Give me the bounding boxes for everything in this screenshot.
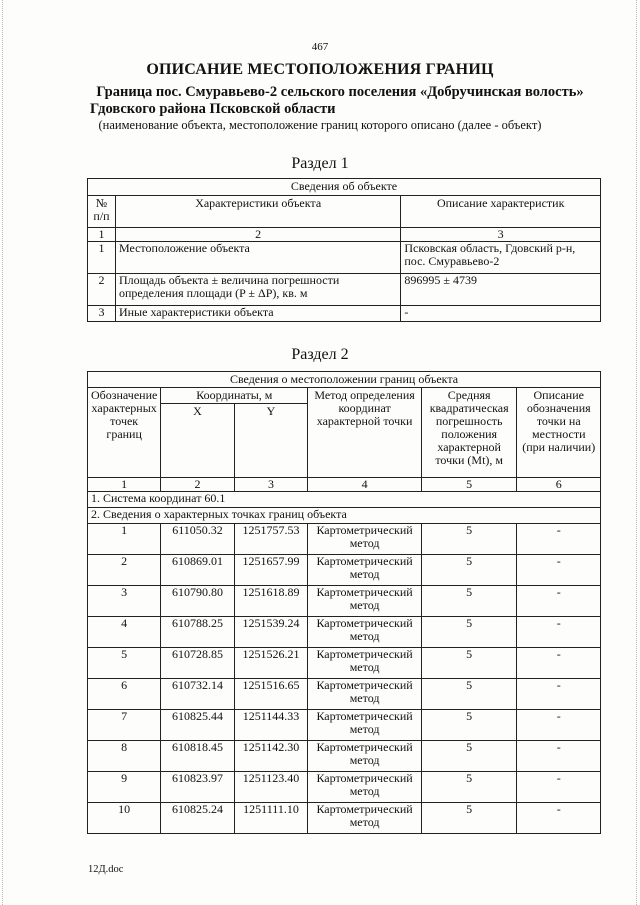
table-title: Сведения о местоположении границ объекта (88, 372, 601, 388)
point-x: 610818.45 (161, 741, 234, 772)
col-number: 2 (161, 478, 234, 492)
header-coordinates: Координаты, м (161, 388, 308, 404)
left-scan-edge (2, 0, 4, 905)
table-title: Сведения об объекте (88, 179, 601, 196)
table-row (88, 741, 601, 772)
table-row (88, 242, 601, 274)
table-row (88, 524, 601, 555)
point-method: Картометрический метод (308, 741, 422, 772)
row-number: 2 (88, 274, 116, 306)
point-x: 610790.80 (161, 586, 234, 617)
row-value: Псковская область, Гдовский р-н, пос. Смуравьево-2 (401, 242, 601, 274)
point-method: Картометрический метод (308, 586, 422, 617)
col-number: 6 (517, 478, 601, 492)
point-y: 1251539.24 (234, 617, 308, 648)
table-row (88, 679, 601, 710)
point-x: 610869.01 (161, 555, 234, 586)
table-row (88, 274, 601, 306)
col-number: 3 (234, 478, 308, 492)
point-method: Картометрический метод (308, 679, 422, 710)
row-value: - (401, 306, 601, 322)
row-value: 896995 ± 4739 (401, 274, 601, 306)
col-number: 2 (115, 228, 400, 242)
point-description: - (517, 648, 601, 679)
point-error: 5 (421, 586, 517, 617)
right-scan-edge (636, 0, 638, 905)
point-y: 1251757.53 (234, 524, 308, 555)
point-method: Картометрический метод (308, 648, 422, 679)
point-number: 2 (88, 555, 161, 586)
point-method: Картометрический метод (308, 710, 422, 741)
point-error: 5 (421, 648, 517, 679)
point-x: 610728.85 (161, 648, 234, 679)
point-description: - (517, 586, 601, 617)
point-method: Картометрический метод (308, 555, 422, 586)
point-description: - (517, 710, 601, 741)
header-designation: Обозначение характерных точек границ (88, 388, 161, 478)
point-y: 1251657.99 (234, 555, 308, 586)
point-error: 5 (421, 803, 517, 834)
point-description: - (517, 772, 601, 803)
point-number: 8 (88, 741, 161, 772)
point-error: 5 (421, 555, 517, 586)
point-x: 610823.97 (161, 772, 234, 803)
object-note: (наименование объекта, местоположение границ которого описано (далее - объект) (98, 118, 542, 132)
point-number: 4 (88, 617, 161, 648)
header-description: Описание характеристик (401, 196, 601, 228)
header-y: Y (234, 404, 308, 478)
point-description: - (517, 617, 601, 648)
header-number: № п/п (88, 196, 116, 228)
point-y: 1251111.10 (234, 803, 308, 834)
object-info-table (87, 178, 601, 322)
subtitle-line-1: Граница пос. Смуравьево-2 сельского поселения «Добручинская волость» (96, 84, 584, 100)
header-error: Средняя квадратическая погрешность положения характерной точки (Mt), м (421, 388, 517, 478)
point-number: 5 (88, 648, 161, 679)
col-number: 1 (88, 478, 161, 492)
point-y: 1251618.89 (234, 586, 308, 617)
point-number: 10 (88, 803, 161, 834)
table-row (88, 586, 601, 617)
file-name-footer: 12Д.doc (88, 864, 124, 875)
row-name: Местоположение объекта (115, 242, 400, 274)
point-number: 1 (88, 524, 161, 555)
table-row (88, 617, 601, 648)
section2-heading: Раздел 2 (291, 346, 349, 363)
point-method: Картометрический метод (308, 617, 422, 648)
point-error: 5 (421, 741, 517, 772)
coordinate-system-row: 1. Система координат 60.1 (88, 492, 601, 508)
point-y: 1251142.30 (234, 741, 308, 772)
row-name: Иные характеристики объекта (115, 306, 400, 322)
point-method: Картометрический метод (308, 524, 422, 555)
col-number: 1 (88, 228, 116, 242)
table-row (88, 306, 601, 322)
header-point-description: Описание обозначения точки на местности (при наличии) (517, 388, 601, 478)
header-characteristics: Характеристики объекта (115, 196, 400, 228)
point-description: - (517, 524, 601, 555)
row-name: Площадь объекта ± величина погрешности определения площади (P ± ΔP), кв. м (115, 274, 400, 306)
point-number: 3 (88, 586, 161, 617)
section1-heading: Раздел 1 (291, 155, 349, 172)
point-error: 5 (421, 524, 517, 555)
point-number: 9 (88, 772, 161, 803)
point-y: 1251526.21 (234, 648, 308, 679)
table-row (88, 555, 601, 586)
header-x: X (161, 404, 234, 478)
point-description: - (517, 803, 601, 834)
point-number: 7 (88, 710, 161, 741)
point-error: 5 (421, 710, 517, 741)
table-row (88, 648, 601, 679)
document-title: ОПИСАНИЕ МЕСТОПОЛОЖЕНИЯ ГРАНИЦ (146, 61, 494, 78)
point-description: - (517, 555, 601, 586)
col-number: 5 (421, 478, 517, 492)
point-description: - (517, 741, 601, 772)
point-description: - (517, 679, 601, 710)
point-y: 1251144.33 (234, 710, 308, 741)
row-number: 1 (88, 242, 116, 274)
point-number: 6 (88, 679, 161, 710)
point-x: 610732.14 (161, 679, 234, 710)
point-y: 1251516.65 (234, 679, 308, 710)
point-x: 610825.24 (161, 803, 234, 834)
points-info-row: 2. Сведения о характерных точках границ объекта (88, 508, 601, 524)
col-number: 3 (401, 228, 601, 242)
table-row (88, 803, 601, 834)
col-number: 4 (308, 478, 422, 492)
point-method: Картометрический метод (308, 772, 422, 803)
point-x: 611050.32 (161, 524, 234, 555)
point-x: 610788.25 (161, 617, 234, 648)
point-error: 5 (421, 772, 517, 803)
point-error: 5 (421, 679, 517, 710)
header-method: Метод определения координат характерной точки (308, 388, 422, 478)
point-y: 1251123.40 (234, 772, 308, 803)
point-error: 5 (421, 617, 517, 648)
table-row (88, 710, 601, 741)
table-row (88, 772, 601, 803)
point-method: Картометрический метод (308, 803, 422, 834)
page-number: 467 (311, 41, 329, 53)
row-number: 3 (88, 306, 116, 322)
point-x: 610825.44 (161, 710, 234, 741)
boundary-points-table (87, 371, 601, 834)
subtitle-line-2: Гдовского района Псковской области (90, 101, 336, 117)
